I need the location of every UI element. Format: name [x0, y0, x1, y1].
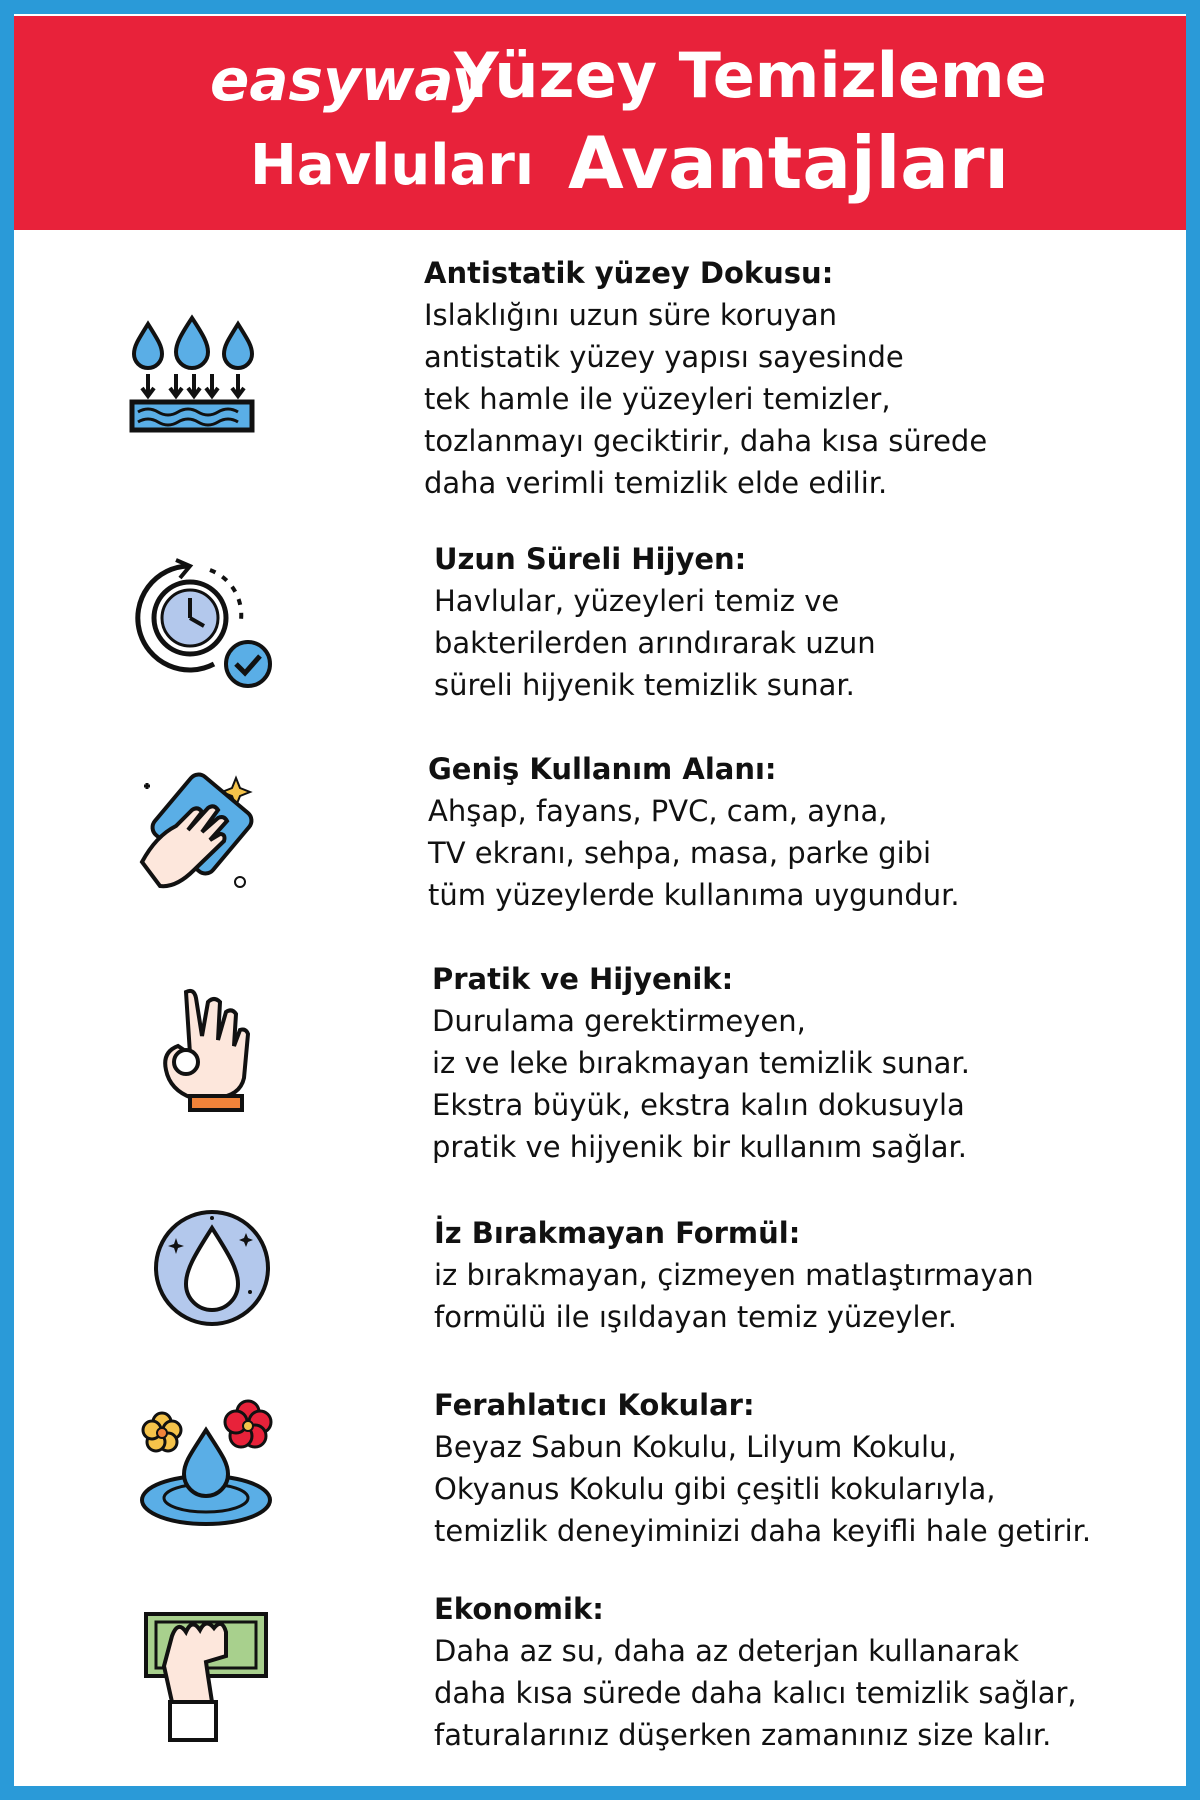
water-drops-icon [128, 316, 258, 446]
easyway-logo [206, 38, 490, 118]
item-line: Ahşap, fayans, PVC, cam, ayna, [428, 794, 888, 828]
item-line: Durulama gerektirmeyen, [432, 1004, 806, 1038]
item-title: Ekonomik: [434, 1592, 604, 1626]
item-ekonomik [434, 1588, 1077, 1756]
item-line: temizlik deneyiminizi daha keyifli hale getirir. [434, 1514, 1092, 1548]
item-line: Okyanus Kokulu gibi çeşitli kokularıyla, [434, 1472, 996, 1506]
item-line: Beyaz Sabun Kokulu, Lilyum Kokulu, [434, 1430, 957, 1464]
item-line: Ekstra büyük, ekstra kalın dokusuyla [432, 1088, 965, 1122]
item-line: antistatik yüzey yapısı sayesinde [424, 340, 904, 374]
item-line: iz ve leke bırakmayan temizlik sunar. [432, 1046, 970, 1080]
item-line: TV ekranı, sehpa, masa, parke gibi [428, 836, 932, 870]
item-line: pratik ve hijyenik bir kullanım sağlar. [432, 1130, 967, 1164]
header-title-havlulari: Havluları [250, 133, 535, 198]
item-line: tüm yüzeylerde kullanıma uygundur. [428, 878, 960, 912]
item-line: daha kısa sürede daha kalıcı temizlik sağlar, [434, 1676, 1077, 1710]
item-title: Uzun Süreli Hijyen: [434, 542, 747, 576]
item-pratik-hijyenik [432, 958, 970, 1168]
item-line: formülü ile ışıldayan temiz yüzeyler. [434, 1300, 957, 1334]
item-line: faturalarınız düşerken zamanınız size kalır. [434, 1718, 1052, 1752]
item-title: İz Bırakmayan Formül: [434, 1216, 801, 1250]
item-line: iz bırakmayan, çizmeyen matlaştırmayan [434, 1258, 1034, 1292]
item-title: Geniş Kullanım Alanı: [428, 752, 777, 786]
money-hand-icon [142, 1606, 272, 1746]
item-line: tozlanmayı geciktirir, daha kısa sürede [424, 424, 988, 458]
header-title-line1: Yüzey Temizleme [454, 39, 1047, 112]
item-line: Daha az su, daha az deterjan kullanarak [434, 1634, 1019, 1668]
hand-wiping-icon [136, 766, 266, 896]
item-line: bakterilerden arındırarak uzun [434, 626, 876, 660]
logo-text: easyway [210, 46, 490, 114]
item-line: Islaklığını uzun süre koruyan [424, 298, 838, 332]
item-title: Pratik ve Hijyenik: [432, 962, 734, 996]
item-iz-birakmayan [434, 1212, 1034, 1338]
clock-check-icon [130, 556, 280, 696]
item-line: süreli hijyenik temizlik sunar. [434, 668, 855, 702]
drop-circle-icon [152, 1208, 272, 1328]
item-title: Ferahlatıcı Kokular: [434, 1388, 755, 1422]
item-genis-kullanim [428, 748, 960, 916]
item-line: daha verimli temizlik elde edilir. [424, 466, 888, 500]
item-antistatik [424, 252, 987, 504]
flowers-drop-icon [134, 1398, 284, 1528]
item-ferahlatici-kokular [434, 1384, 1091, 1552]
header-title-avantajlari: Avantajları [568, 121, 1010, 205]
item-uzun-sureli-hijyen [434, 538, 876, 706]
ok-hand-icon [156, 986, 256, 1116]
item-line: tek hamle ile yüzeyleri temizler, [424, 382, 891, 416]
item-line: Havlular, yüzeyleri temiz ve [434, 584, 840, 618]
item-title: Antistatik yüzey Dokusu: [424, 256, 834, 290]
